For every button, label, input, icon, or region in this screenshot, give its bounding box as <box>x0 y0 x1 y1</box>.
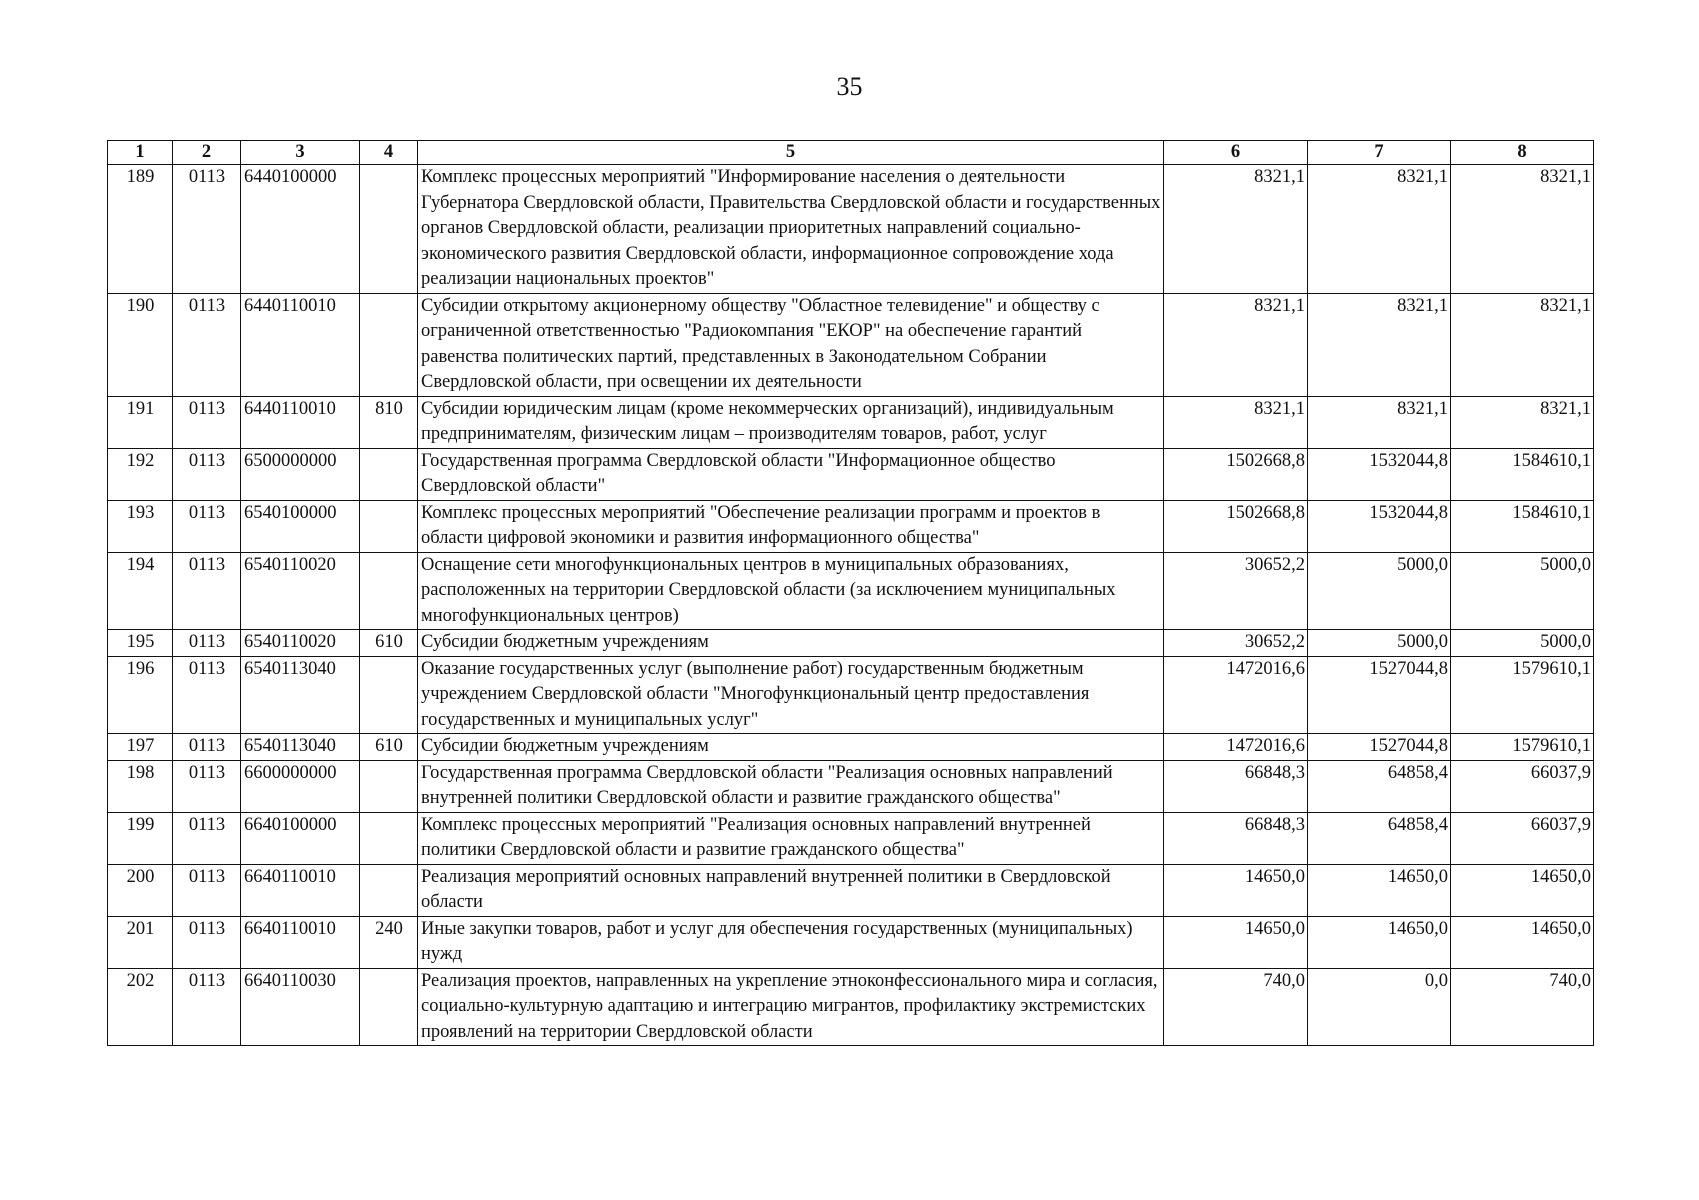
header-row <box>108 141 1594 165</box>
expense-type <box>360 656 418 734</box>
section-code: 0113 <box>173 293 241 396</box>
amount-col7: 1532044,8 <box>1308 500 1451 552</box>
target-code: 6540113040 <box>241 656 360 734</box>
amount-col8: 66037,9 <box>1451 812 1594 864</box>
amount-col8: 1584610,1 <box>1451 500 1594 552</box>
amount-col7: 64858,4 <box>1308 760 1451 812</box>
row-number: 198 <box>108 760 173 812</box>
item-name: Комплекс процессных мероприятий "Реализация основных направлений внутренней политики Свердловской области и развитие гражданского общества" <box>418 812 1164 864</box>
section-code: 0113 <box>173 165 241 294</box>
amount-col8: 8321,1 <box>1451 293 1594 396</box>
section-code: 0113 <box>173 968 241 1046</box>
table-row <box>108 656 1594 734</box>
amount-col8: 8321,1 <box>1451 396 1594 448</box>
target-code: 6640100000 <box>241 812 360 864</box>
amount-col8: 5000,0 <box>1451 630 1594 657</box>
expense-type <box>360 760 418 812</box>
section-code: 0113 <box>173 630 241 657</box>
row-number: 201 <box>108 916 173 968</box>
amount-col6: 14650,0 <box>1164 864 1308 916</box>
item-name: Государственная программа Свердловской области "Информационное общество Свердловской области" <box>418 448 1164 500</box>
amount-col6: 14650,0 <box>1164 916 1308 968</box>
expense-type <box>360 864 418 916</box>
amount-col6: 8321,1 <box>1164 396 1308 448</box>
section-code: 0113 <box>173 448 241 500</box>
amount-col6: 1472016,6 <box>1164 656 1308 734</box>
target-code: 6540100000 <box>241 500 360 552</box>
item-name: Субсидии бюджетным учреждениям <box>418 734 1164 761</box>
page-number: 35 <box>836 72 863 101</box>
amount-col8: 14650,0 <box>1451 916 1594 968</box>
column-header: 6 <box>1164 141 1308 165</box>
amount-col8: 1584610,1 <box>1451 448 1594 500</box>
table-row <box>108 448 1594 500</box>
item-name: Комплекс процессных мероприятий "Обеспечение реализации программ и проектов в области цифровой экономики и развития информационного общества" <box>418 500 1164 552</box>
row-number: 190 <box>108 293 173 396</box>
amount-col7: 8321,1 <box>1308 396 1451 448</box>
target-code: 6440100000 <box>241 165 360 294</box>
target-code: 6540110020 <box>241 630 360 657</box>
column-header: 1 <box>108 141 173 165</box>
table-row <box>108 864 1594 916</box>
amount-col8: 14650,0 <box>1451 864 1594 916</box>
amount-col6: 8321,1 <box>1164 165 1308 294</box>
target-code: 6440110010 <box>241 293 360 396</box>
table-row <box>108 500 1594 552</box>
expense-type <box>360 500 418 552</box>
expense-type <box>360 165 418 294</box>
amount-col7: 1532044,8 <box>1308 448 1451 500</box>
table-row <box>108 630 1594 657</box>
expense-type <box>360 812 418 864</box>
amount-col6: 8321,1 <box>1164 293 1308 396</box>
amount-col7: 8321,1 <box>1308 293 1451 396</box>
amount-col6: 1502668,8 <box>1164 500 1308 552</box>
target-code: 6500000000 <box>241 448 360 500</box>
table-row <box>108 760 1594 812</box>
target-code: 6540110020 <box>241 552 360 630</box>
row-number: 199 <box>108 812 173 864</box>
section-code: 0113 <box>173 760 241 812</box>
row-number: 202 <box>108 968 173 1046</box>
amount-col7: 1527044,8 <box>1308 656 1451 734</box>
column-header: 4 <box>360 141 418 165</box>
table-row <box>108 968 1594 1046</box>
expense-type: 610 <box>360 630 418 657</box>
amount-col7: 0,0 <box>1308 968 1451 1046</box>
table-row <box>108 734 1594 761</box>
amount-col8: 740,0 <box>1451 968 1594 1046</box>
section-code: 0113 <box>173 864 241 916</box>
section-code: 0113 <box>173 812 241 864</box>
target-code: 6640110030 <box>241 968 360 1046</box>
column-header: 3 <box>241 141 360 165</box>
amount-col6: 1502668,8 <box>1164 448 1308 500</box>
amount-col7: 1527044,8 <box>1308 734 1451 761</box>
section-code: 0113 <box>173 656 241 734</box>
amount-col7: 64858,4 <box>1308 812 1451 864</box>
amount-col7: 14650,0 <box>1308 916 1451 968</box>
amount-col6: 1472016,6 <box>1164 734 1308 761</box>
amount-col8: 5000,0 <box>1451 552 1594 630</box>
row-number: 192 <box>108 448 173 500</box>
item-name: Иные закупки товаров, работ и услуг для обеспечения государственных (муниципальных) нужд <box>418 916 1164 968</box>
row-number: 200 <box>108 864 173 916</box>
table-row <box>108 165 1594 294</box>
row-number: 189 <box>108 165 173 294</box>
target-code: 6640110010 <box>241 864 360 916</box>
target-code: 6540113040 <box>241 734 360 761</box>
expense-type: 240 <box>360 916 418 968</box>
target-code: 6440110010 <box>241 396 360 448</box>
expense-type: 810 <box>360 396 418 448</box>
amount-col6: 30652,2 <box>1164 630 1308 657</box>
table-row <box>108 396 1594 448</box>
amount-col6: 66848,3 <box>1164 760 1308 812</box>
item-name: Субсидии юридическим лицам (кроме некоммерческих организаций), индивидуальным предпринимателям, физическим лицам – производителям товаров, работ, услуг <box>418 396 1164 448</box>
budget-table <box>107 140 1594 1046</box>
expense-type <box>360 968 418 1046</box>
amount-col7: 14650,0 <box>1308 864 1451 916</box>
amount-col8: 1579610,1 <box>1451 734 1594 761</box>
item-name: Реализация проектов, направленных на укрепление этноконфессионального мира и согласия, социально-культурную адаптацию и интеграцию мигрантов, профилактику экстремистских проявлений на территории Свердловской области <box>418 968 1164 1046</box>
amount-col8: 1579610,1 <box>1451 656 1594 734</box>
amount-col7: 8321,1 <box>1308 165 1451 294</box>
amount-col8: 8321,1 <box>1451 165 1594 294</box>
amount-col7: 5000,0 <box>1308 630 1451 657</box>
column-header: 8 <box>1451 141 1594 165</box>
item-name: Государственная программа Свердловской области "Реализация основных направлений внутренней политики Свердловской области и развитие гражданского общества" <box>418 760 1164 812</box>
amount-col6: 30652,2 <box>1164 552 1308 630</box>
column-header: 5 <box>418 141 1164 165</box>
table-row <box>108 812 1594 864</box>
item-name: Оснащение сети многофункциональных центров в муниципальных образованиях, расположенных на территории Свердловской области (за исключением муниципальных многофункциональных центров) <box>418 552 1164 630</box>
expense-type: 610 <box>360 734 418 761</box>
table-row <box>108 552 1594 630</box>
item-name: Субсидии бюджетным учреждениям <box>418 630 1164 657</box>
column-header: 2 <box>173 141 241 165</box>
row-number: 197 <box>108 734 173 761</box>
row-number: 196 <box>108 656 173 734</box>
section-code: 0113 <box>173 916 241 968</box>
item-name: Реализация мероприятий основных направлений внутренней политики в Свердловской области <box>418 864 1164 916</box>
target-code: 6600000000 <box>241 760 360 812</box>
target-code: 6640110010 <box>241 916 360 968</box>
section-code: 0113 <box>173 396 241 448</box>
item-name: Комплекс процессных мероприятий "Информирование населения о деятельности Губернатора Свердловской области, Правительства Свердловской области и государственных органов Свердловской области, реализации приоритетных направлений социально-экономического развития Свердловской области, информационное сопровождение хода реализации национальных проектов" <box>418 165 1164 294</box>
expense-type <box>360 448 418 500</box>
row-number: 195 <box>108 630 173 657</box>
section-code: 0113 <box>173 552 241 630</box>
item-name: Субсидии открытому акционерному обществу "Областное телевидение" и обществу с ограниченной ответственностью "Радиокомпания "ЕКОР" на обеспечение гарантий равенства политических партий, представленных в Законодательном Собрании Свердловской области, при освещении их деятельности <box>418 293 1164 396</box>
amount-col6: 66848,3 <box>1164 812 1308 864</box>
table-row <box>108 916 1594 968</box>
amount-col6: 740,0 <box>1164 968 1308 1046</box>
row-number: 193 <box>108 500 173 552</box>
amount-col7: 5000,0 <box>1308 552 1451 630</box>
column-header: 7 <box>1308 141 1451 165</box>
expense-type <box>360 293 418 396</box>
section-code: 0113 <box>173 734 241 761</box>
amount-col8: 66037,9 <box>1451 760 1594 812</box>
table-row <box>108 293 1594 396</box>
row-number: 194 <box>108 552 173 630</box>
item-name: Оказание государственных услуг (выполнение работ) государственным бюджетным учреждением Свердловской области "Многофункциональный центр предоставления государственных и муниципальных услуг" <box>418 656 1164 734</box>
section-code: 0113 <box>173 500 241 552</box>
row-number: 191 <box>108 396 173 448</box>
expense-type <box>360 552 418 630</box>
